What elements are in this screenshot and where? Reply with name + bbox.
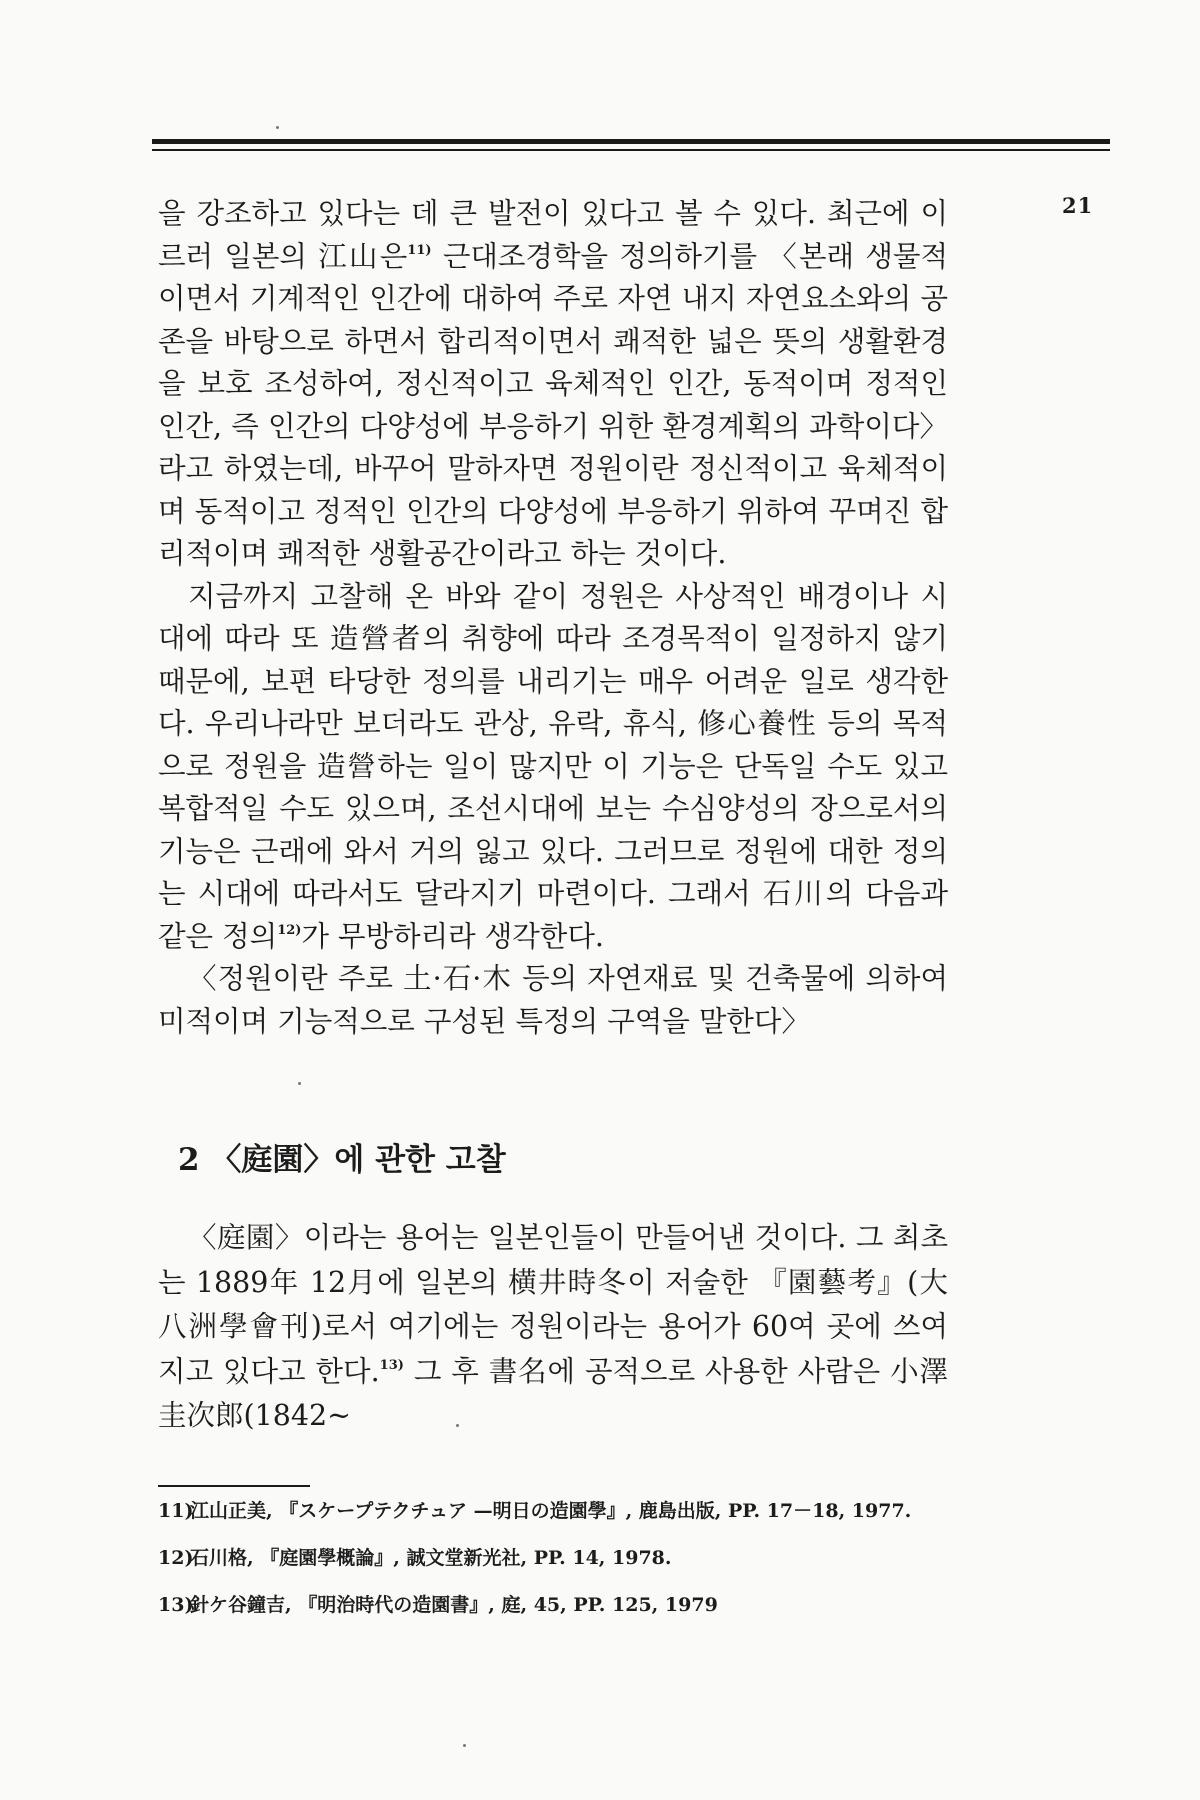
paragraph-1-part-b: 근대조경학을 정의하기를 〈본래 생물적이면서 기계적인 인간에 대하여 주로 자연 내지 자연요소와의 공존을 바탕으로 하면서 합리적이면서 쾌적한 넓은 뜻의 생활환경을 보호 조성하여, 정신적이고 육체적인 인간, 동적이며 정적인 인간, 즉 인간의 다양성에 부응하기 위한 환경계획의 과학이다〉라고 하였는데, 바꾸어 말하자면 정원이란 정신적이고 육체적이며 동적이고 정적인 인간의 다양성에 부응하기 위하여 꾸며진 합리적이며 쾌적한 생활공간이라고 하는 것이다. (158, 239, 948, 570)
paragraph-2 (158, 576, 948, 959)
body-text-lower (158, 1216, 948, 1439)
footnote-text: 石川格, 『庭園學概論』, 誠文堂新光社, PP. 14, 1978. (190, 1547, 672, 1569)
scan-speck (456, 1424, 459, 1427)
scan-speck (463, 1744, 466, 1747)
paragraph-2-part-b: 가 무방하리라 생각한다. (301, 919, 604, 953)
paragraph-1 (158, 193, 948, 576)
footnote-12 (158, 1543, 958, 1573)
footnote-text: 江山正美, 『スケープテクチュア —明日の造園學』, 鹿島出版, PP. 17－18, 1977. (190, 1500, 912, 1522)
header-rule-thin (152, 149, 1110, 151)
paragraph-3-definition: 〈정원이란 주로 土·石·木 등의 자연재료 및 건축물에 의하여 미적이며 기능적으로 구성된 특정의 구역을 말한다〉 (158, 962, 948, 1038)
scan-speck (298, 1082, 301, 1085)
footnote-number: 13) (158, 1594, 194, 1616)
footnotes (158, 1496, 958, 1637)
section-heading: 2 〈庭園〉에 관한 고찰 (178, 1142, 506, 1178)
footnote-number: 12) (158, 1547, 194, 1569)
footnote-ref-13: 13) (379, 1357, 404, 1373)
footnote-ref-12: 12) (277, 922, 302, 938)
paragraph-4-part-b: 그 후 書名에 공적으로 사용한 사람은 小澤圭次郎(1842~ (158, 1354, 948, 1432)
page-number: 21 (1062, 193, 1094, 218)
scan-speck (276, 126, 279, 129)
body-text-upper (158, 193, 948, 1043)
footnote-text: 針ケ谷鐘吉, 『明治時代の造園書』, 庭, 45, PP. 125, 1979 (190, 1594, 718, 1616)
footnote-13 (158, 1590, 958, 1620)
footnote-11 (158, 1496, 958, 1526)
header-rule-thick (152, 139, 1110, 144)
paragraph-2-part-a: 지금까지 고찰해 온 바와 같이 정원은 사상적인 배경이나 시대에 따라 또 造營者의 취향에 따라 조경목적이 일정하지 않기 때문에, 보편 타당한 정의를 내리기는 매우 어려운 일로 생각한다. 우리나라만 보더라도 관상, 유락, 휴식, 修心養性 등의 목적으로 정원을 造營하는 일이 많지만 이 기능은 단독일 수도 있고 복합적일 수도 있으며, 조선시대에 보는 수심양성의 장으로서의 기능은 근래에 와서 거의 잃고 있다. 그러므로 정원에 대한 정의는 시대에 따라서도 달라지기 마련이다. 그래서 石川의 다음과 같은 정의 (158, 579, 948, 953)
paragraph-1-part-a: 을 강조하고 있다는 데 큰 발전이 있다고 볼 수 있다. 최근에 이르러 일본의 江山은 (158, 197, 948, 273)
footnote-ref-11: 11) (407, 242, 432, 258)
footnote-rule (158, 1485, 310, 1487)
paragraph-4-part-a: 〈庭園〉이라는 용어는 일본인들이 만들어낸 것이다. 그 최초는 1889年 12月에 일본의 横井時冬이 저술한 『園藝考』(大八洲學會刊)로서 여기에는 정원이라는 용어가 60여 곳에 쓰여지고 있다고 한다. (158, 1221, 948, 1388)
paragraph-4 (158, 1216, 948, 1439)
footnote-number: 11) (158, 1500, 194, 1522)
